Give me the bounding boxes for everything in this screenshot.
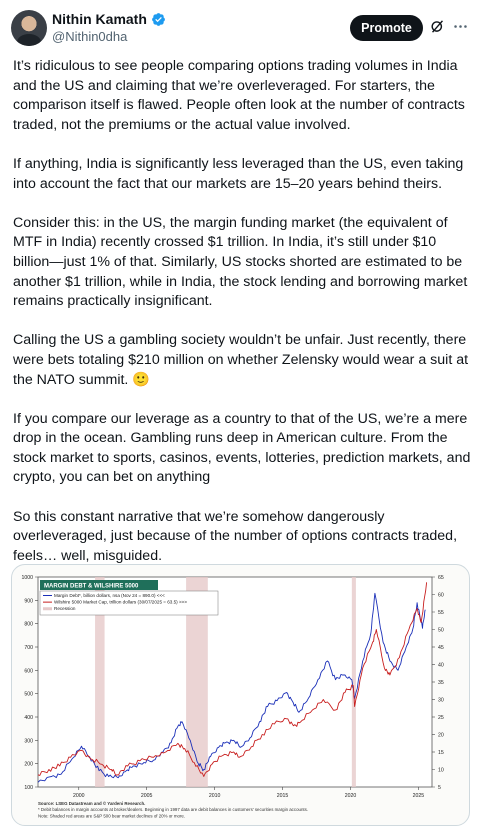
author-handle[interactable]: @Nithin0dha: [52, 29, 128, 44]
legend-entry: Wilshire 5000 Market Cap, trillion dollars (30/07/2025 = 63.5) >>>: [54, 599, 188, 605]
y-right-tick-label: 60: [438, 592, 444, 599]
verified-badge-icon: [151, 12, 166, 27]
y-left-tick-label: 500: [24, 691, 33, 698]
author-name-row: [52, 10, 166, 28]
author-name[interactable]: Nithin Kamath: [52, 11, 147, 27]
promote-button[interactable]: Promote: [350, 15, 423, 41]
x-tick-label: 2025: [412, 793, 425, 799]
y-left-tick-label: 300: [24, 738, 33, 745]
tweet-paragraph: So this constant narrative that we’re somehow dangerously overleveraged, just because of the number of options contracts traded, feels… well, misguided.: [13, 508, 458, 564]
tweet-paragraph: Consider this: in the US, the margin funding market (the equivalent of MTF in India) recently crossed $1 trillion. In India, it’s still under $10 billion—just 1% of that. Similarly, US stocks shorted are estimated to be another $1 trillion, while in India, the stock lending and borrowing market remains practically insignificant.: [13, 214, 468, 310]
chart-footnote: Source: LSEG Datastream and © Yardeni Research.: [38, 801, 146, 806]
chart-footnote: Note: Shaded red areas are S&P 500 bear market declines of 20% or more.: [38, 813, 186, 819]
y-left-tick-label: 900: [24, 598, 33, 605]
y-right-tick-label: 10: [438, 767, 444, 774]
chart-footnote: * Debit balances in margin accounts at broker/dealers. Beginning in 1997 data are debit balances in customers' securities margin accounts.: [38, 807, 309, 813]
grok-icon[interactable]: [429, 18, 446, 35]
y-left-tick-label: 700: [24, 645, 33, 651]
y-right-tick-label: 25: [438, 715, 444, 721]
y-right-tick-label: 55: [438, 610, 444, 616]
x-tick-label: 2015: [276, 793, 289, 799]
x-tick-label: 2020: [344, 793, 357, 799]
y-right-tick-label: 65: [438, 575, 444, 581]
margin-debt-chart: [12, 565, 470, 826]
y-left-tick-label: 400: [24, 715, 33, 721]
y-left-tick-label: 100: [24, 785, 33, 791]
y-left-tick-label: 200: [24, 761, 33, 768]
x-tick-label: 2005: [140, 793, 153, 799]
tweet-paragraph: If you compare our leverage as a country to that of the US, we’re a mere drop in the ocean. Gambling runs deep in American culture. From the stock market to sports, casinos, events, lotteries, prediction markets, and crypto, you can bet on anything: [13, 410, 471, 486]
y-right-tick-label: 5: [438, 785, 441, 791]
x-tick-label: 2000: [72, 793, 85, 799]
y-right-tick-label: 20: [438, 732, 444, 739]
y-left-tick-label: 1000: [21, 575, 33, 581]
tweet-header: [0, 0, 481, 52]
y-right-tick-label: 15: [438, 750, 444, 756]
y-right-tick-label: 35: [438, 680, 444, 686]
more-icon[interactable]: [452, 18, 469, 35]
y-right-tick-label: 30: [438, 697, 444, 704]
legend-entry: Margin Debt*, billion dollars, nsa (Nov 24 = 890.0) <<<: [54, 593, 165, 598]
y-left-tick-label: 800: [24, 621, 33, 628]
y-right-tick-label: 45: [438, 645, 444, 651]
legend-entry: Recession: [54, 606, 76, 612]
x-tick-label: 2010: [208, 793, 221, 799]
y-right-tick-label: 50: [438, 627, 444, 634]
avatar[interactable]: [11, 10, 47, 46]
chart-image[interactable]: [11, 564, 470, 826]
tweet-paragraph: Calling the US a gambling society wouldn’t be unfair. Just recently, there were bets totaling $210 million on whether Zelensky would wear a suit at the NATO summit. 🙂: [13, 332, 469, 388]
chart-title: MARGIN DEBT & WILSHIRE 5000: [44, 583, 139, 590]
tweet-text: [13, 57, 475, 586]
y-right-tick-label: 40: [438, 662, 444, 669]
tweet-paragraph: It’s ridiculous to see people comparing options trading volumes in India and the US and claiming that we’re overleveraged. For starters, the comparison itself is flawed. People often look at the number of contracts traded, not the premiums or the actual value involved.: [13, 58, 465, 133]
tweet-paragraph: If anything, India is significantly less leveraged than the US, even taking into account the fact that our markets are 15–20 years behind theirs.: [13, 155, 464, 192]
y-left-tick-label: 600: [24, 668, 33, 675]
